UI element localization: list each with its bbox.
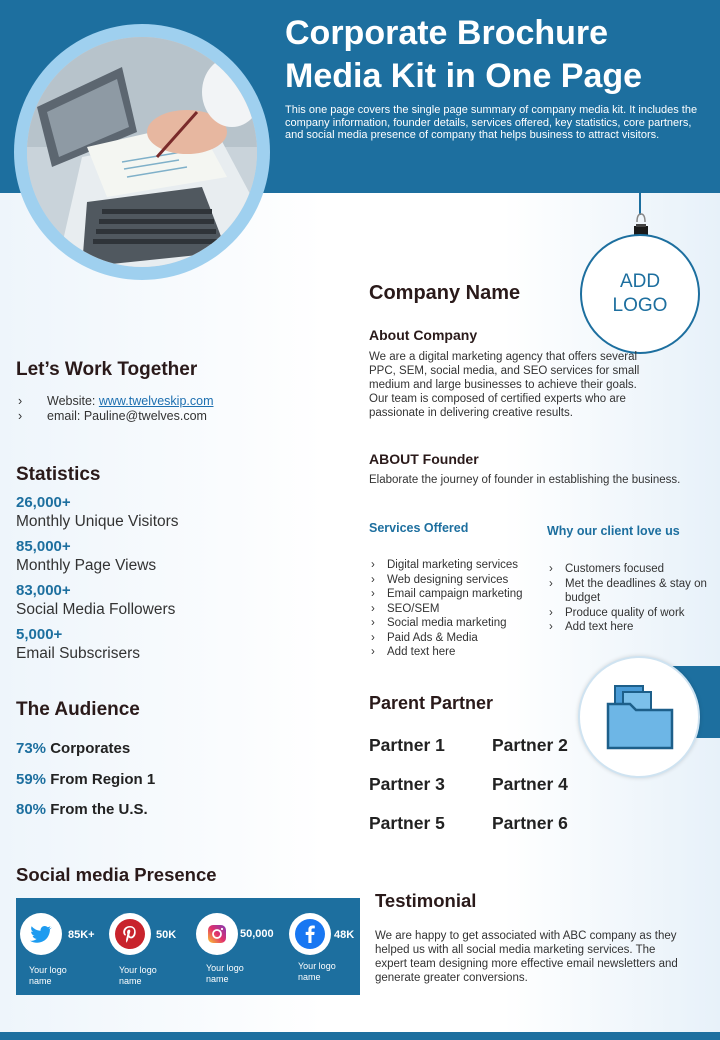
- header-photo: [27, 37, 257, 267]
- audience-item: 59% From Region 1: [16, 771, 156, 788]
- stat-label: Email Subscrisers: [16, 645, 141, 662]
- social-logo-name: Your logo name: [119, 965, 157, 986]
- about-company-text: We are a digital marketing agency that offers several PPC, SEM, social media, and SEO services for small medium and large businesses to achieve their goals. Our team is composed of certified experts who are passionate in delivering creative results.: [369, 351, 640, 419]
- why-item: › Met the deadlines & stay on budget: [547, 577, 707, 606]
- website-item: › Website: www.twelveskip.com: [16, 394, 214, 409]
- services-item: › Social media marketing: [369, 616, 544, 631]
- partner-name: Partner 2: [492, 735, 568, 755]
- why-item: › Produce quality of work: [547, 606, 707, 621]
- why-item: › Add text here: [547, 620, 707, 635]
- footer-bar: [0, 1032, 720, 1040]
- stat-label: Monthly Page Views: [16, 557, 157, 574]
- social-badge[interactable]: [196, 913, 238, 955]
- social-badge[interactable]: [20, 913, 62, 955]
- founder-heading: ABOUT Founder: [369, 451, 479, 467]
- twitter-icon: [26, 919, 56, 949]
- why-list: [547, 562, 707, 635]
- services-item: › Digital marketing services: [369, 558, 544, 573]
- social-logo-name: Your logo name: [206, 963, 244, 984]
- services-item: › Web designing services: [369, 573, 544, 588]
- stat-label: Monthly Unique Visitors: [16, 513, 179, 530]
- stat-label: Social Media Followers: [16, 601, 176, 618]
- social-count: 48K: [334, 929, 355, 941]
- partner-name: Partner 4: [492, 774, 568, 794]
- logo-placeholder[interactable]: ADD LOGO: [580, 234, 700, 354]
- stat-value: 83,000+: [16, 582, 71, 599]
- stat-value: 85,000+: [16, 538, 71, 555]
- stat-value: 5,000+: [16, 626, 63, 643]
- website-link[interactable]: www.twelveskip.com: [98, 394, 214, 408]
- social-logo-name: Your logo name: [298, 961, 336, 982]
- why-item: › Customers focused: [547, 562, 707, 577]
- pinterest-icon: [115, 919, 145, 949]
- stat-value: 26,000+: [16, 494, 71, 511]
- folder-icon: [578, 656, 700, 778]
- audience-heading: The Audience: [16, 699, 140, 720]
- services-heading: Services Offered: [369, 521, 469, 535]
- social-badge[interactable]: [289, 913, 331, 955]
- partner-name: Partner 3: [369, 774, 445, 794]
- contact-list: [16, 394, 214, 424]
- services-item: › Add text here: [369, 645, 544, 660]
- page-subtitle: This one page covers the single page summary of company media kit. It includes the company information, founder details, services offered, key statistics, core partners, and social media presence of company that helps business to attract visitors.: [285, 104, 698, 141]
- email-item: › email: Pauline@twelves.com: [16, 409, 214, 424]
- partners-heading: Parent Partner: [369, 693, 494, 713]
- page-title: Corporate Brochure Media Kit in One Page: [285, 14, 643, 95]
- statistics-heading: Statistics: [16, 464, 101, 485]
- social-badge[interactable]: [109, 913, 151, 955]
- partner-name: Partner 1: [369, 735, 445, 755]
- audience-item: 73% Corporates: [16, 740, 131, 757]
- services-item: › SEO/SEM: [369, 602, 544, 617]
- services-item: › Email campaign marketing: [369, 587, 544, 602]
- about-company-heading: About Company: [369, 327, 478, 343]
- instagram-icon: [202, 919, 232, 949]
- services-item: › Paid Ads & Media: [369, 631, 544, 646]
- founder-text: Elaborate the journey of founder in establishing the business.: [369, 474, 681, 486]
- social-count: 85K+: [68, 929, 95, 941]
- testimonial-heading: Testimonial: [375, 890, 477, 911]
- testimonial-text: We are happy to get associated with ABC company as they helped us with all social media marketing services. The expert team designing more effective email newsletters and generate greater conversions.: [375, 930, 678, 984]
- company-name: Company Name: [369, 282, 521, 304]
- partner-name: Partner 6: [492, 813, 568, 833]
- social-panel: [16, 898, 360, 995]
- social-heading: Social media Presence: [16, 864, 217, 885]
- services-list: [369, 558, 544, 660]
- facebook-icon: [295, 919, 325, 949]
- social-count: 50,000: [240, 928, 274, 940]
- partner-name: Partner 5: [369, 813, 445, 833]
- why-heading: Why our client love us: [547, 524, 680, 538]
- audience-item: 80% From the U.S.: [16, 801, 148, 818]
- social-count: 50K: [156, 929, 177, 941]
- work-together-heading: Let’s Work Together: [16, 359, 198, 380]
- folder-badge: [578, 656, 700, 778]
- social-logo-name: Your logo name: [29, 965, 67, 986]
